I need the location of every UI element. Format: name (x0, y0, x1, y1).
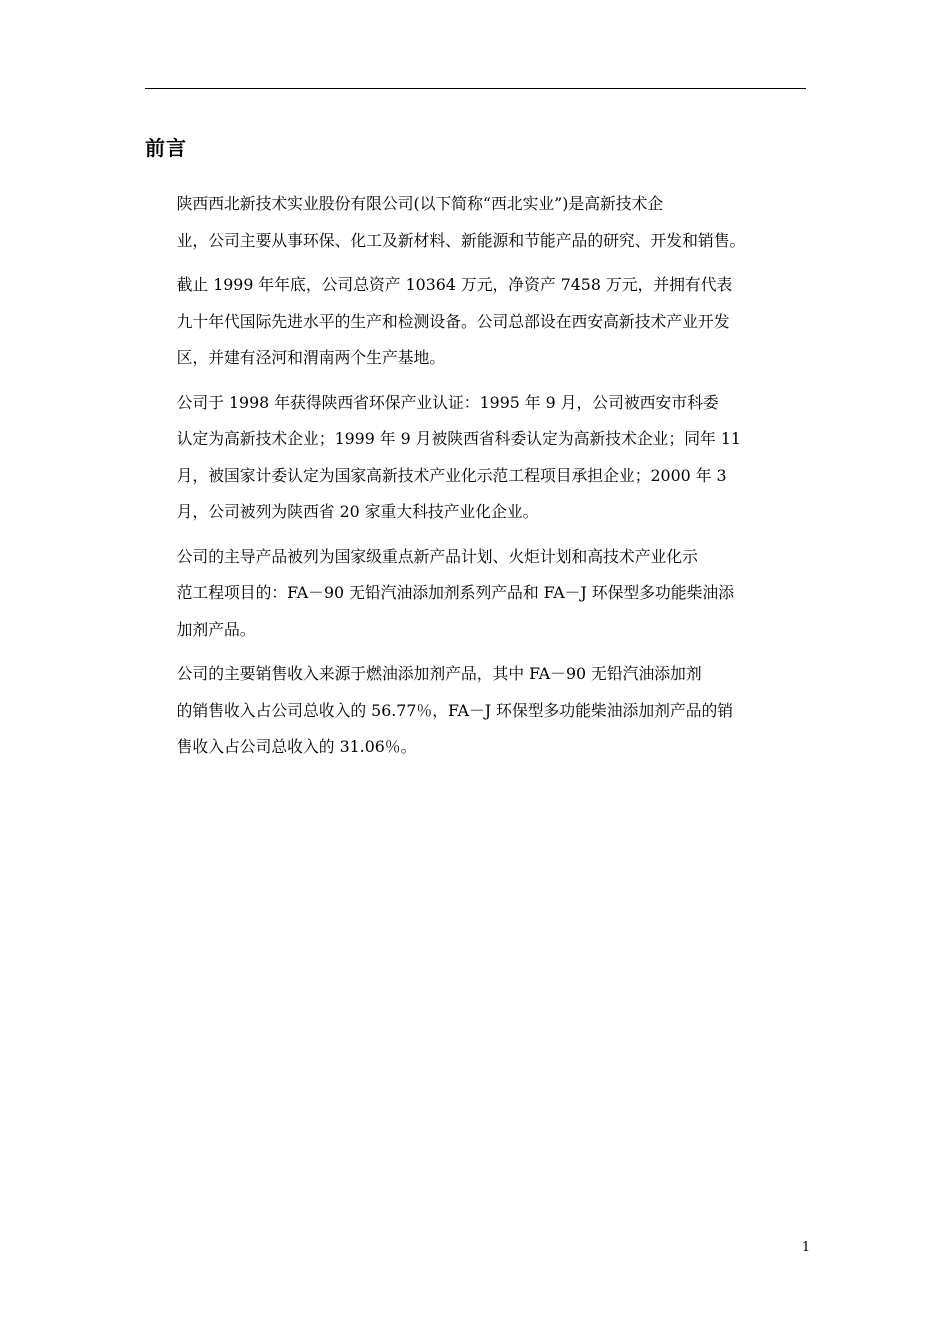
paragraph-main-products (145, 539, 807, 649)
paragraph-line: 认定为高新技术企业；1999 年 9 月被陕西省科委认定为高新技术企业；同年 11 (176, 429, 741, 448)
paragraph-line: 公司的主要销售收入来源于燃油添加剂产品，其中 FA－90 无铅汽油添加剂 (176, 664, 702, 683)
page-title: 前言 (145, 136, 187, 160)
paragraph-line: 公司于 1998 年获得陕西省环保产业认证：1995 年 9 月，公司被西安市科委 (176, 392, 719, 412)
paragraph-company-intro (145, 186, 807, 259)
document-body (145, 186, 807, 774)
paragraph-line: 公司的主导产品被列为国家级重点新产品计划、火炬计划和高技术产业化示 (176, 546, 698, 566)
paragraph-line: 区，并建有泾河和渭南两个生产基地。 (176, 348, 446, 367)
header-rule (145, 88, 806, 89)
paragraph-line: 月，被国家计委认定为国家高新技术产业化示范工程项目承担企业；2000 年 3 (176, 465, 727, 485)
paragraph-line: 加剂产品。 (176, 619, 256, 639)
paragraph-line: 截止 1999 年年底，公司总资产 10364 万元，净资产 7458 万元，并拥有代表 (176, 275, 733, 294)
paragraph-line: 范工程项目的：FA－90 无铅汽油添加剂系列产品和 FA－J 环保型多功能柴油添 (176, 583, 734, 602)
paragraph-line: 业，公司主要从事环保、化工及新材料、新能源和节能产品的研究、开发和销售。 (176, 230, 746, 250)
paragraph-line: 售收入占公司总收入的 31.06％。 (176, 737, 417, 756)
paragraph-sales-revenue (145, 656, 807, 766)
paragraph-certifications (145, 385, 807, 531)
paragraph-assets (145, 267, 807, 377)
paragraph-line: 陕西西北新技术实业股份有限公司(以下简称“西北实业”)是高新技术企 (176, 194, 664, 213)
paragraph-line: 月，公司被列为陕西省 20 家重大科技产业化企业。 (176, 502, 539, 521)
page-number: 1 (801, 1240, 811, 1255)
paragraph-line: 九十年代国际先进水平的生产和检测设备。公司总部设在西安高新技术产业开发 (176, 311, 730, 331)
paragraph-line: 的销售收入占公司总收入的 56.77％，FA－J 环保型多功能柴油添加剂产品的销 (176, 700, 734, 720)
